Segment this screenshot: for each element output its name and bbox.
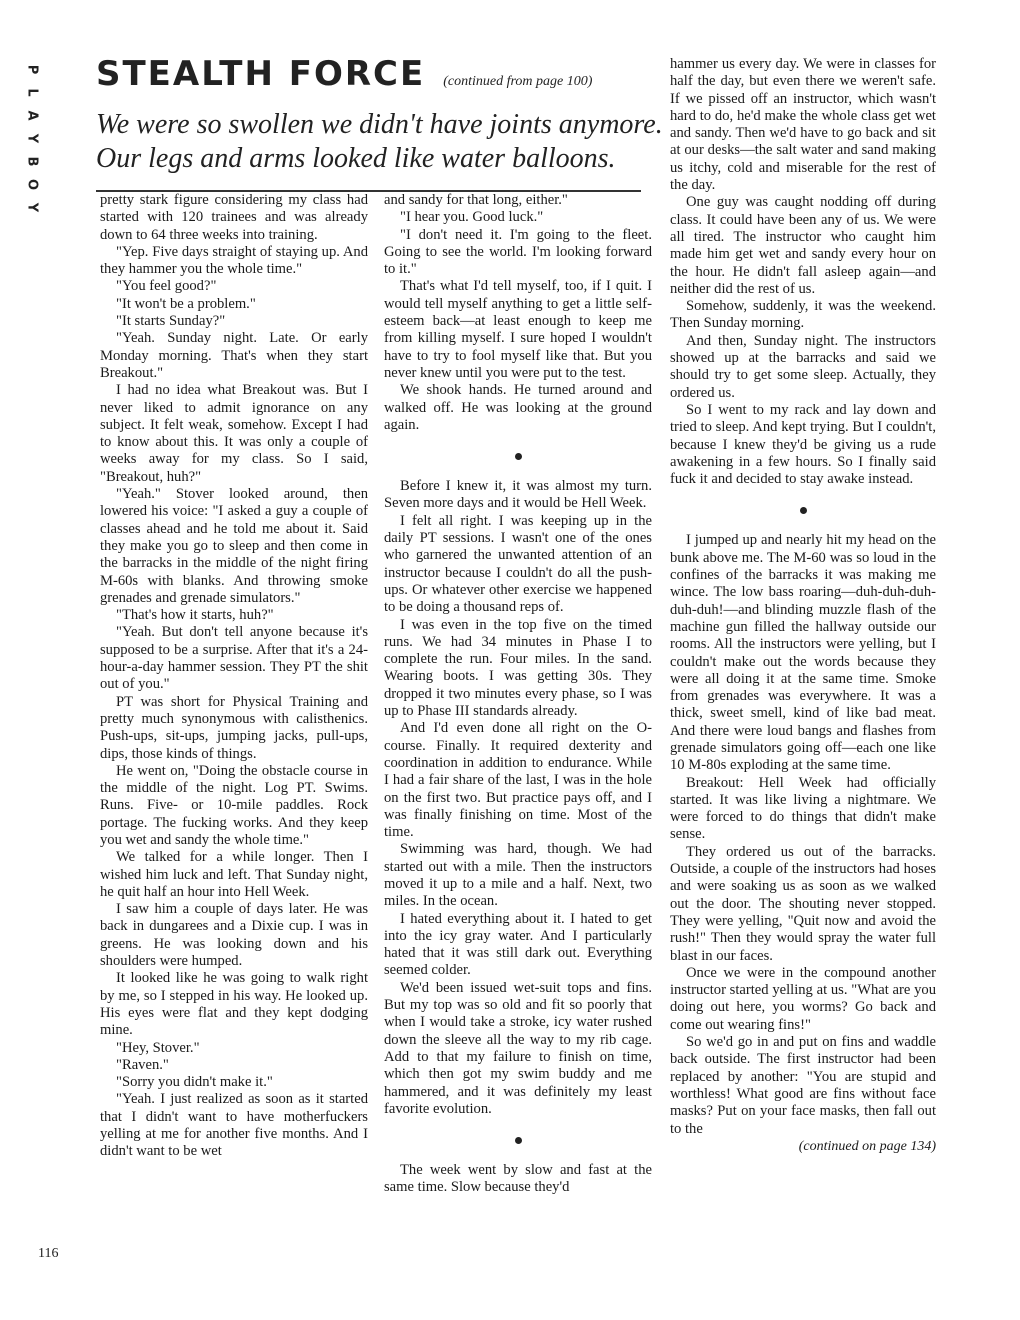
magazine-letter: B: [24, 156, 40, 167]
paragraph: We shook hands. He turned around and walked off. He was looking at the ground again.: [384, 382, 652, 433]
paragraph: "I hear you. Good luck.": [400, 209, 544, 226]
paragraph: He went on, "Doing the obstacle course in the middle of the night. Log PT. Swims. Runs. Five- or 10-mile paddles. Rock portage. The fucking works. And they keep you wet and sandy the whole time.": [100, 762, 368, 848]
section-break-bullet: [384, 1118, 652, 1162]
continued-on-note: (continued on page 134): [798, 1138, 936, 1154]
paragraph: "Yeah. But don't tell anyone because it's supposed to be a surprise. After that it's a 24-hour-a-day hammer session. They PT the shit out of you.": [100, 624, 368, 693]
paragraph: "It won't be a problem.": [116, 295, 256, 312]
pull-quote: We were so swollen we didn't have joints anymore. Our legs and arms looked like water balloons.: [96, 109, 663, 174]
column-2: [384, 192, 652, 1197]
paragraph: And then, Sunday night. The instructors showed up at the barracks and said we should try to get some sleep. Actually, they ordered us.: [670, 332, 936, 401]
paragraph: And I'd even done all right on the O-course. Finally. It required dexterity and coordination in addition to endurance. While I had a fair share of the last, I was in the hole on the first two. But practice pays off, and I was finally finishing on time. Most of the time.: [384, 720, 652, 841]
paragraph: "Yeah. I just realized as soon as it started that I didn't want to have motherfuckers yelling at me for another five months. And I didn't want to be wet: [100, 1091, 368, 1160]
column-2-section-a: [384, 192, 652, 434]
magazine-letter: Y: [24, 202, 40, 213]
section-break-bullet: [670, 488, 936, 532]
paragraph: That's what I'd tell myself, too, if I quit. I would tell myself anything to get a little self-esteem back—at least enough to keep me from killing myself. I sure hoped I wouldn't have to try to fool myself like that. But you never knew until you were put to the test.: [384, 278, 652, 381]
paragraph: PT was short for Physical Training and pretty much synonymous with calisthenics. Push-ups, sit-ups, jumping jacks, pull-ups, dips, those kinds of things.: [100, 693, 368, 762]
magazine-letter: O: [24, 178, 40, 191]
paragraph: "Yep. Five days straight of staying up. And they hammer you the whole time.": [100, 243, 368, 278]
paragraph: So we'd go in and put on fins and waddle back outside. The first instructor had been replaced by another: "You are stupid and worthless! What good are fins without face masks? Put on your face masks, then fall out to the: [670, 1034, 936, 1137]
paragraph: Somehow, suddenly, it was the weekend. Then Sunday morning.: [670, 298, 936, 332]
paragraph: "Hey, Stover.": [116, 1039, 200, 1056]
paragraph: and sandy for that long, either.": [384, 192, 568, 208]
magazine-letter: A: [24, 110, 40, 121]
paragraph: "Raven.": [116, 1056, 169, 1073]
column-3: [670, 56, 936, 1155]
column-3-section-b: [670, 532, 936, 1137]
magazine-letter: P: [24, 64, 40, 75]
column-2-section-c: [384, 1162, 652, 1197]
paragraph: "I don't need it. I'm going to the fleet. Going to see the world. I'm looking forward to it.": [384, 226, 652, 278]
page-number: 116: [38, 1246, 59, 1261]
paragraph: I jumped up and nearly hit my head on the bunk above me. The M-60 was so loud in the confines of the barracks it was making me wince. The low bass roaring—duh-duh-duh-duh-duh!—and blinding muzzle flash of the machine gun filled the hallway outside our rooms. All the instructors were yelling, but I couldn't make out the words because they were all doing it at the same time. Smoke from grenades was everywhere. It was a thick, sweet smell, kind of like bad meat. And there were loud bangs and flashes from grenade simulators going off—each one like 10 M-80s exploding at the same time.: [670, 532, 936, 774]
paragraph: So I went to my rack and lay down and tried to sleep. And kept trying. But I couldn't, because I knew they'd be giving us a rude awakening in a few hours. So I finally said fuck it and decided to stay awake instead.: [670, 401, 936, 488]
magazine-letter: Y: [24, 133, 40, 144]
paragraph: Before I knew it, it was almost my turn. Seven more days and it would be Hell Week.: [384, 478, 652, 512]
paragraph: One guy was caught nodding off during class. It could have been any of us. We were all tired. The instructor who caught him made him get wet and sandy every hour on the hour. He didn't fall asleep again—and neither did the rest of us.: [670, 194, 936, 297]
column-3-section-a: [670, 56, 936, 488]
paragraph: "Yeah." Stover looked around, then lowered his voice: "I asked a guy a couple of classes ahead and he told me about it. Said they make you go to sleep and then come in the barracks in the middle of the night firing M-60s with blanks. And throwing smoke grenades and grenade simulators.": [100, 486, 368, 606]
paragraph: Breakout: Hell Week had officially started. It was like living a nightmare. We were forced to do things that didn't make sense.: [670, 774, 936, 843]
paragraph: They ordered us out of the barracks. Outside, a couple of the instructors had hoses and were soaking us as soon as we walked out the door. The shouting never stopped. They were yelling, "Quit now and avoid the rush!" Then they would spray the water full blast in our faces.: [670, 843, 936, 964]
paragraph: I saw him a couple of days later. He was back in dungarees and a Dixie cup. I was in greens. He was looking down and his shoulders were humped.: [100, 901, 368, 970]
paragraph: We talked for a while longer. Then I wished him luck and left. That Sunday night, he quit half an hour into Hell Week.: [100, 849, 368, 900]
paragraph: I felt all right. I was keeping up in the daily PT sessions. I wasn't one of the ones who garnered the unwanted attention of an instructor because I couldn't do all the push-ups. Or whatever other exercise we happened to be doing a thousand reps of.: [384, 512, 652, 616]
magazine-letter: L: [24, 88, 40, 97]
paragraph: pretty stark figure considering my class had started with 120 trainees and was already down to 64 three weeks into training.: [100, 192, 368, 243]
paragraph: "Sorry you didn't make it.": [116, 1074, 273, 1091]
paragraph: We'd been issued wet-suit tops and fins. But my top was so old and fit so poorly that when I would take a stroke, icy water rushed down the sleeve all the way to my rib cage. Add to that my failure to finish on time, which then got my swim buddy and me hammered, and it was definitely my least favorite evolution.: [384, 979, 652, 1117]
paragraph: hammer us every day. We were in classes for half the day, but even there we weren't safe. If we pissed off an instructor, which wasn't hard to do, he'd make the whole class get wet and sandy. Then we'd have to go back and sit at our desks—the salt water and sand making us itchy, cold and miserable for the rest of the day.: [670, 56, 936, 194]
paragraph: "It starts Sunday?": [116, 313, 226, 330]
paragraph: Once we were in the compound another instructor started yelling at us. "What are you doing out here, you worms? Go back and come out wearing fins!": [670, 964, 936, 1033]
column-1: [100, 192, 368, 1161]
paragraph: I had no idea what Breakout was. But I never liked to admit ignorance on any subject. It felt weak, somehow. Except I had to know about this. It was only a couple of weeks away for my class. So I said, "Breakout, huh?": [100, 382, 368, 485]
paragraph: "Yeah. Sunday night. Late. Or early Monday morning. That's when they start Breakout.": [100, 330, 368, 381]
magazine-name-vertical: [22, 58, 42, 219]
paragraph: Swimming was hard, though. We had started out with a mile. Then the instructors moved it up to a mile and a half. Next, two miles. In the ocean.: [384, 841, 652, 910]
paragraph: The week went by slow and fast at the same time. Slow because they'd: [384, 1162, 652, 1196]
paragraph: "That's how it starts, huh?": [116, 607, 274, 624]
title-row: [96, 54, 656, 94]
article-title: STEALTH FORCE: [96, 54, 426, 94]
paragraph: It looked like he was going to walk right by me, so I stepped in his way. He looked up. His eyes were flat and they kept dodging mine.: [100, 970, 368, 1039]
paragraph: I was even in the top five on the timed runs. We had 34 minutes in Phase I to complete the run. Four miles. In the sand. Wearing boots. I was getting 30s. They dropped it two minutes every phase, so I was up to Phase III standards already.: [384, 616, 652, 720]
continued-from-note: (continued from page 100): [443, 74, 593, 89]
paragraph: "You feel good?": [116, 278, 217, 295]
paragraph: I hated everything about it. I hated to get into the icy gray water. And I particularly hated that it was still dark out. Everything seemed colder.: [384, 910, 652, 979]
section-break-bullet: [384, 434, 652, 478]
column-2-section-b: [384, 478, 652, 1118]
